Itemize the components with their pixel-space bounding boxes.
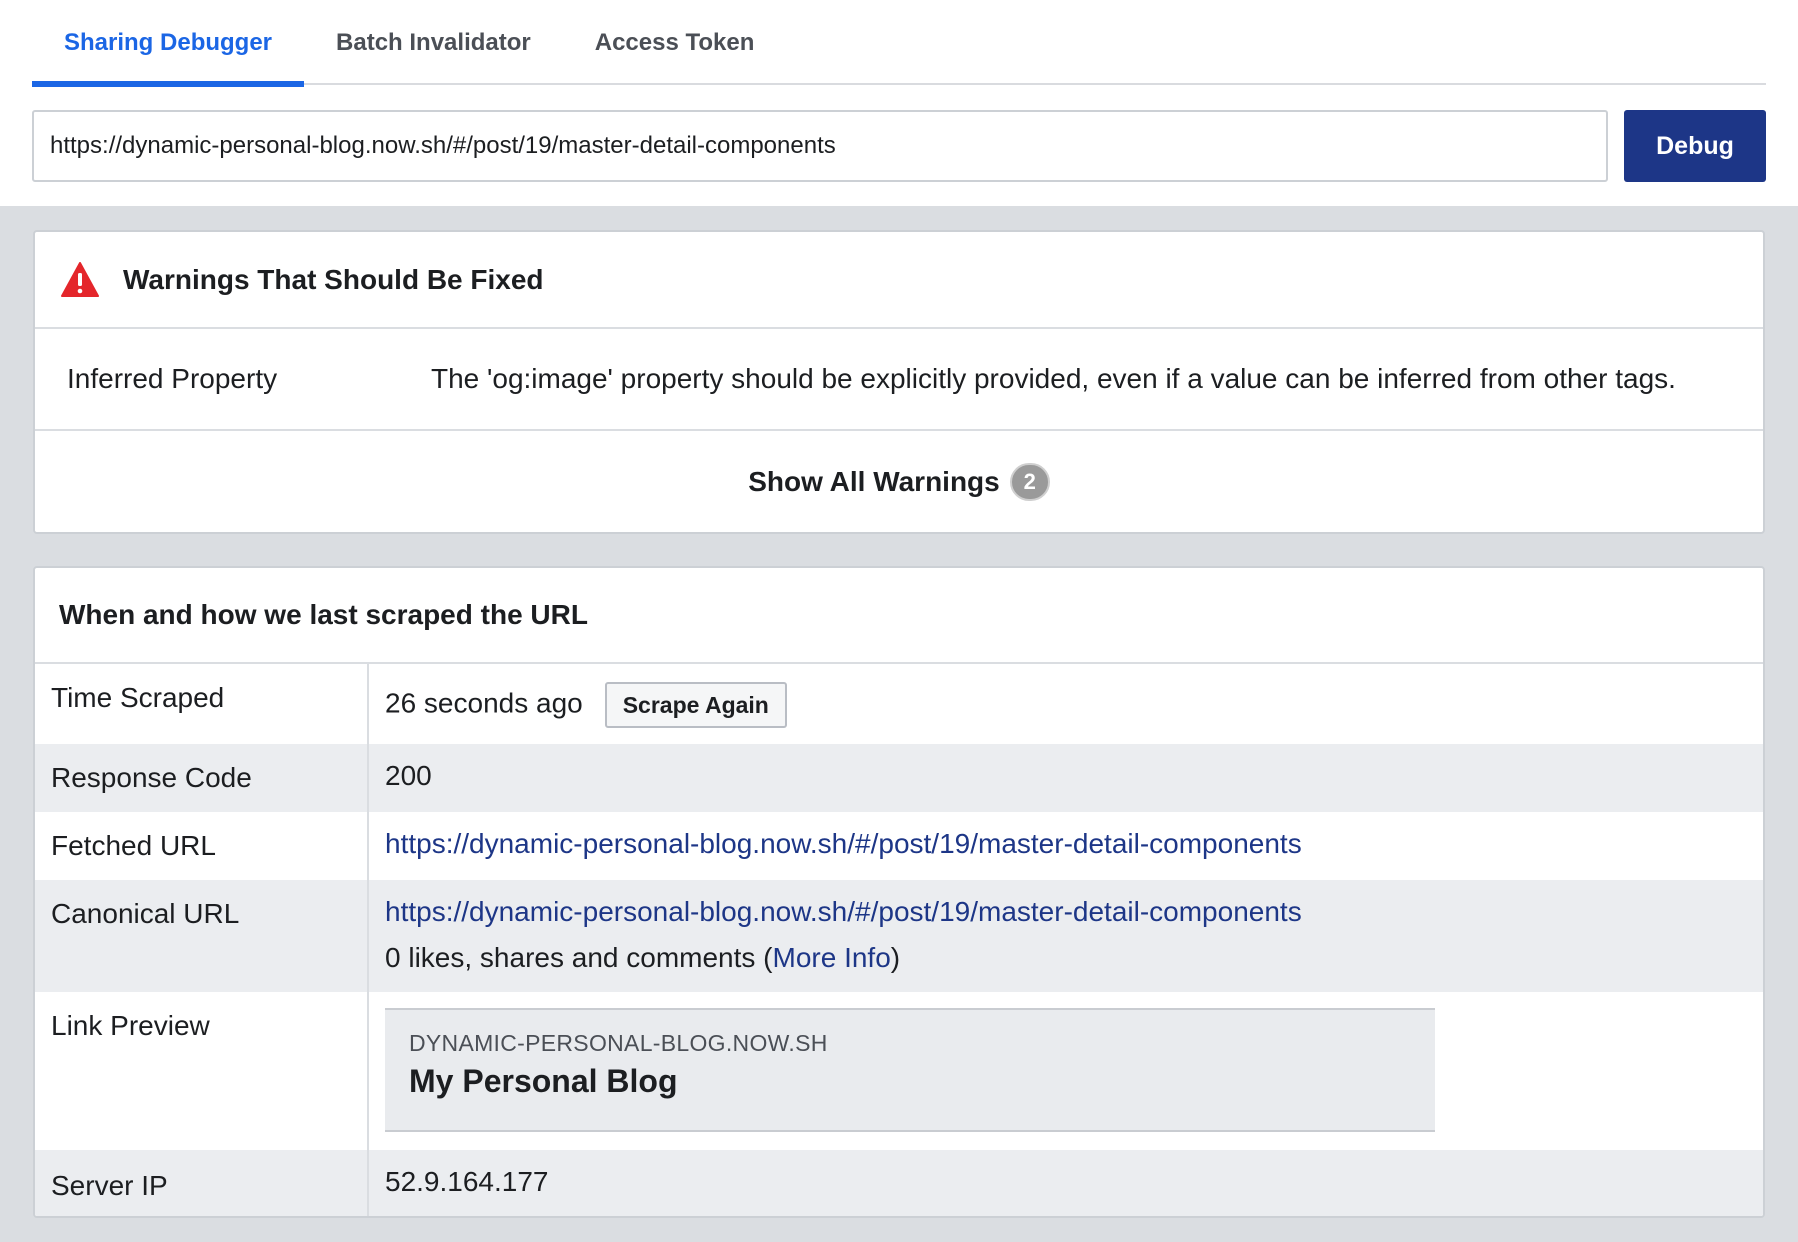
scrape-info-title: When and how we last scraped the URL [35,568,1763,664]
link-preview-label: Link Preview [35,992,369,1150]
tab-bar [32,0,1766,85]
time-scraped-label: Time Scraped [35,664,369,744]
show-all-warnings-label: Show All Warnings [748,465,1000,497]
link-preview-cell [369,992,1763,1150]
link-preview-row [35,992,1763,1150]
url-input[interactable] [32,110,1608,182]
warning-message: The 'og:image' property should be explicitly provided, even if a value can be inferred from other tags. [431,363,1676,394]
time-scraped-row [35,664,1763,744]
engagement-suffix: ) [890,942,901,973]
warning-triangle-icon [61,262,99,298]
scrape-info-card [33,566,1765,1218]
scrape-again-button[interactable]: Scrape Again [605,682,787,728]
preview-title: My Personal Blog [409,1063,678,1099]
server-ip-label: Server IP [35,1150,369,1218]
top-bar [0,0,1798,206]
warnings-title: Warnings That Should Be Fixed [123,263,544,295]
response-code-label: Response Code [35,744,369,812]
time-scraped-value: 26 seconds ago [385,687,583,719]
canonical-url-link[interactable]: https://dynamic-personal-blog.now.sh/#/post/19/master-detail-components [385,896,1302,927]
fetched-url-row [35,812,1763,880]
fetched-url-link[interactable]: https://dynamic-personal-blog.now.sh/#/post/19/master-detail-components [385,828,1302,859]
engagement-text [385,942,1763,974]
server-ip-value: 52.9.164.177 [385,1166,549,1197]
debug-button[interactable]: Debug [1624,110,1766,182]
tab-sharing-debugger[interactable]: Sharing Debugger [32,0,304,85]
show-all-warnings-button[interactable] [35,431,1763,532]
more-info-link[interactable]: More Info [772,942,891,973]
warning-label: Inferred Property [67,363,278,394]
time-scraped-value-cell [369,664,1763,744]
warnings-card [33,230,1765,534]
response-code-value: 200 [385,760,432,791]
tab-access-token[interactable]: Access Token [594,28,755,56]
response-code-row [35,744,1763,812]
warning-row [35,329,1763,431]
fetched-url-label: Fetched URL [35,812,369,880]
canonical-url-row [35,880,1763,992]
tab-batch-invalidator[interactable]: Batch Invalidator [336,28,531,56]
canonical-url-cell [369,880,1763,992]
server-ip-row [35,1150,1763,1218]
fetched-url-cell [369,812,1763,880]
engagement-prefix: 0 likes, shares and comments ( [385,942,773,973]
warnings-header [35,232,1763,329]
link-preview-card[interactable] [385,1008,1435,1132]
preview-domain: DYNAMIC-PERSONAL-BLOG.NOW.SH [409,1030,828,1056]
canonical-url-label: Canonical URL [35,880,369,992]
warnings-count-badge: 2 [1010,463,1050,501]
